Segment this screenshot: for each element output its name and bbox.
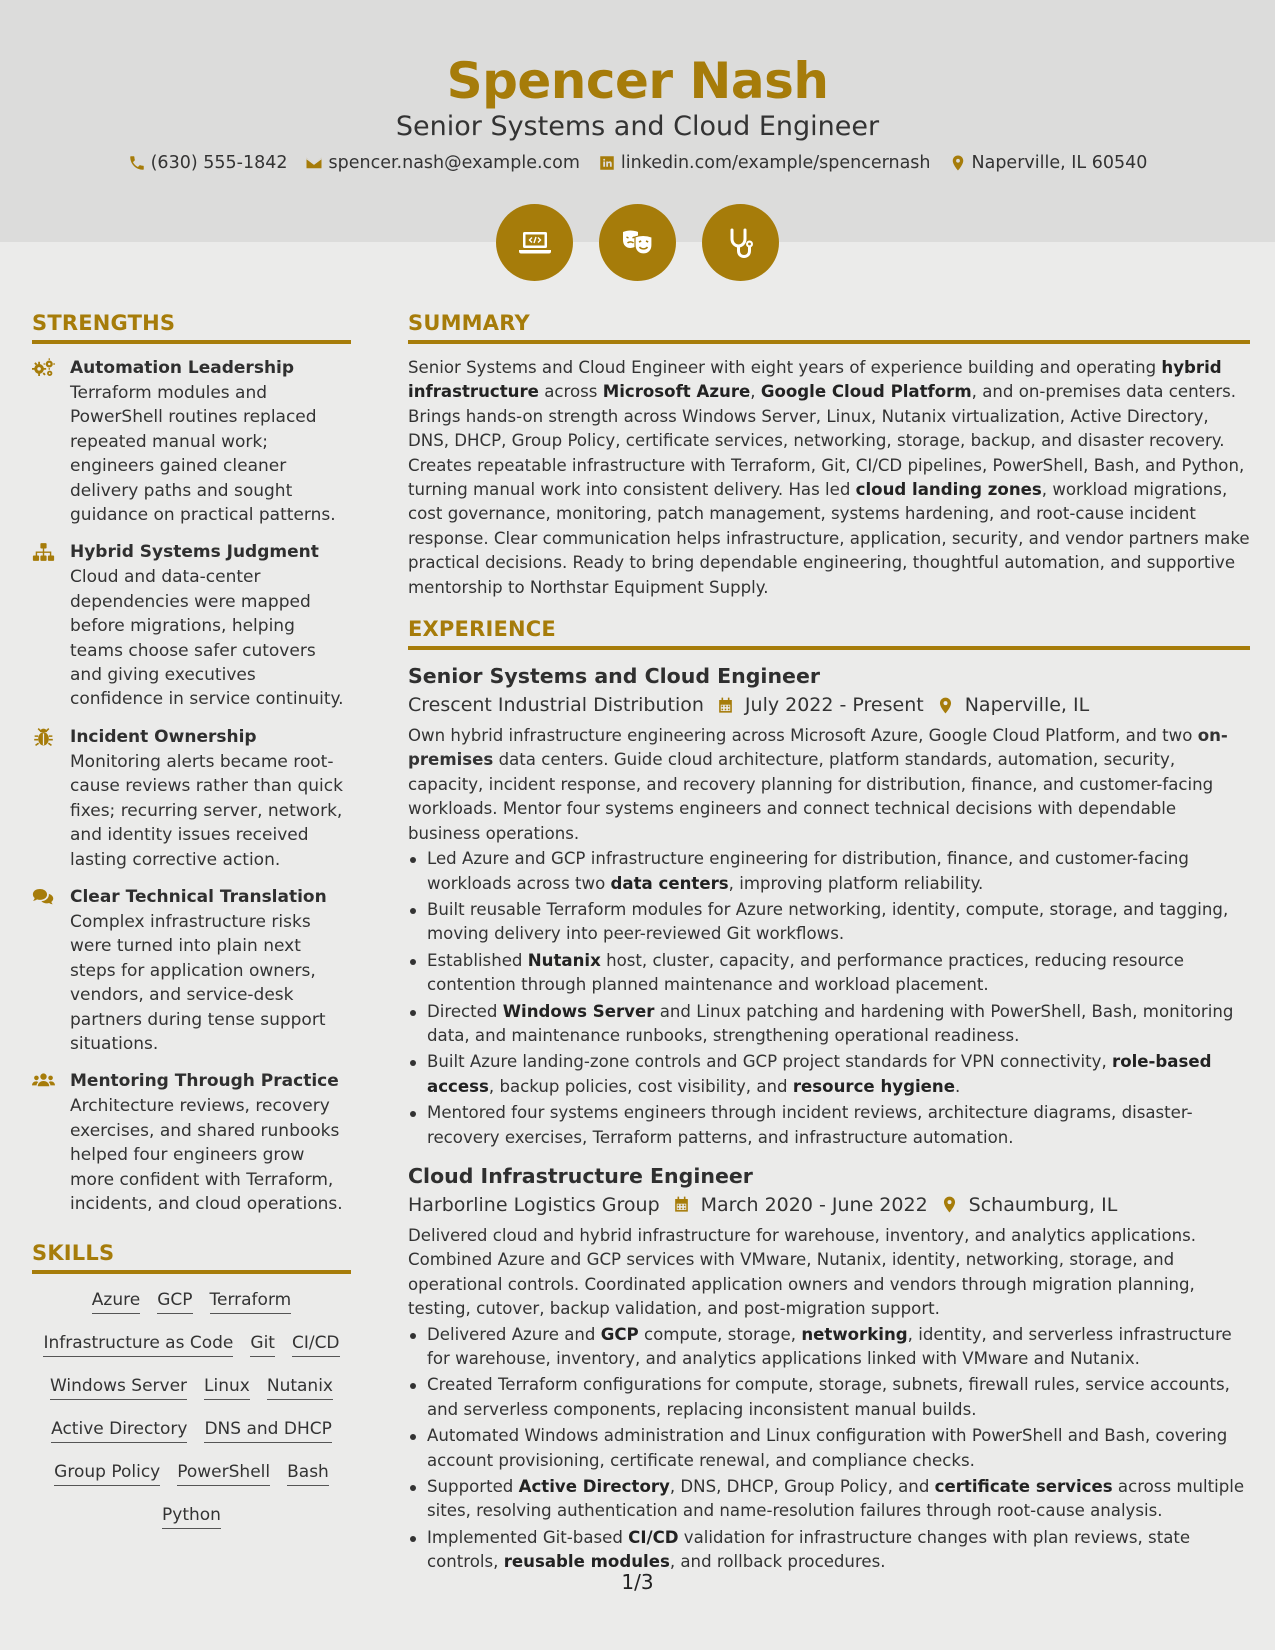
text-run: Delivered Azure and — [427, 1324, 601, 1344]
bold-text: CI/CD — [628, 1527, 679, 1547]
text-run: Built Azure landing-zone controls and GCP project standards for VPN connectivity, — [427, 1052, 1113, 1072]
bold-text: on-premises — [408, 726, 1228, 770]
skill-tag: Windows Server — [50, 1374, 187, 1400]
text-run: Automated Windows administration and Linux configuration with PowerShell and Bash, covering account provisioning, certificate renewal, and compliance checks. — [427, 1426, 1228, 1470]
candidate-title: Senior Systems and Cloud Engineer — [395, 111, 880, 142]
skill-tag: Nutanix — [267, 1374, 333, 1400]
job-bullets — [408, 847, 1250, 1150]
contact-phone-text: (630) 555-1842 — [150, 153, 288, 173]
location-icon — [940, 1195, 959, 1214]
skill-tag: Bash — [287, 1460, 329, 1486]
strength-title: Clear Technical Translation — [70, 886, 327, 907]
text-run: validation for infrastructure changes with plan reviews, state controls, — [427, 1527, 1191, 1572]
linkedin-icon — [598, 154, 616, 172]
text-run: across — [538, 382, 603, 402]
text-run: Delivered cloud and hybrid infrastructure for warehouse, inventory, and analytics applications. Combined Azure and GCP services with VMware, Nutanix, identity, networking, storage, and operational controls. Coordinated application owners and vendors through migration planning, testing, cutover, backup validation, and post-migration support. — [408, 1225, 1197, 1319]
job-bullet — [408, 1323, 1250, 1372]
skill-tag: Linux — [204, 1374, 250, 1400]
contact-email-text: spencer.nash@example.com — [328, 153, 580, 173]
text-run: , — [750, 382, 761, 402]
page-number: 1/3 — [621, 1570, 654, 1594]
skill-tag: GCP — [157, 1288, 192, 1314]
experience-heading: EXPERIENCE — [408, 614, 1250, 650]
skill-tag: CI/CD — [292, 1331, 340, 1357]
right-column — [408, 308, 1250, 1587]
summary-heading: SUMMARY — [408, 308, 1250, 344]
job-meta — [408, 1190, 1250, 1220]
job-bullet — [408, 1373, 1250, 1422]
skill-tag: Active Directory — [51, 1417, 187, 1443]
job-bullet — [408, 1424, 1250, 1473]
bold-text: Microsoft Azure — [602, 382, 751, 402]
job-company: Harborline Logistics Group — [408, 1193, 660, 1216]
job-bullet — [408, 1000, 1250, 1049]
interest-badges — [0, 204, 1275, 281]
badge-laptop — [496, 204, 573, 281]
text-run: Implemented Git-based — [427, 1527, 629, 1547]
text-run: compute, storage, — [638, 1324, 802, 1344]
contact-row — [0, 151, 1275, 175]
skill-tag: Group Policy — [54, 1460, 160, 1486]
skill-tag: PowerShell — [177, 1460, 270, 1486]
strength-item — [32, 1069, 351, 1216]
strengths-heading: STRENGTHS — [32, 308, 351, 344]
text-run: , workload migrations, cost governance, monitoring, patch management, systems hardening, and root-cause incident response. Clear communication helps infrastructure, application, security, and vendor partners make practical decisions. Ready to bring dependable engineering, thoughtful automation, and supportive mentorship to Northstar Equipment Supply. — [408, 480, 1250, 597]
skill-tag: Azure — [92, 1288, 140, 1314]
text-run: and Linux patching and hardening with PowerShell, Bash, monitoring data, and maintenance runbooks, strengthening operational readiness. — [427, 1001, 1234, 1045]
job-bullets — [408, 1323, 1250, 1575]
calendar-icon — [672, 1195, 691, 1214]
location-icon — [936, 696, 955, 715]
strength-desc: Cloud and data-center dependencies were mapped before migrations, helping teams choose safer cutovers and giving executives confidence in service continuity. — [70, 567, 344, 710]
sitemap-icon — [32, 542, 55, 562]
job-entry — [408, 1162, 1250, 1575]
text-run: , backup policies, cost visibility, and — [488, 1076, 793, 1096]
left-column — [32, 308, 351, 1529]
job-dates: March 2020 - June 2022 — [700, 1193, 928, 1216]
text-run: Supported — [427, 1477, 519, 1497]
stethoscope-icon — [721, 223, 761, 263]
skill-tag: DNS and DHCP — [204, 1417, 331, 1443]
text-run: Senior Systems and Cloud Engineer with eight years of experience building and operating — [408, 358, 1162, 377]
contact-phone[interactable] — [128, 151, 288, 175]
strength-item — [32, 725, 351, 872]
contact-linkedin[interactable] — [598, 151, 931, 175]
job-location: Schaumburg, IL — [968, 1193, 1118, 1216]
strength-item — [32, 356, 351, 527]
text-run: . — [954, 1076, 961, 1096]
job-bullet — [408, 1526, 1250, 1575]
bold-text: reusable modules — [503, 1552, 670, 1572]
skill-tag: Infrastructure as Code — [43, 1331, 233, 1357]
bold-text: data centers — [610, 873, 729, 893]
job-bullet — [408, 1101, 1250, 1150]
text-run: , and rollback procedures. — [669, 1552, 886, 1572]
strength-desc: Architecture reviews, recovery exercises, and shared runbooks helped four engineers grow more confident with Terraform, incidents, and cloud operations. — [70, 1096, 343, 1214]
job-meta — [408, 690, 1250, 720]
bold-text: GCP — [600, 1324, 639, 1344]
skill-tag: Git — [250, 1331, 275, 1357]
strength-desc: Monitoring alerts became root-cause reviews rather than quick fixes; recurring server, network, and identity issues received lasting corrective action. — [70, 751, 343, 870]
laptop-code-icon — [515, 223, 555, 263]
text-run: across multiple sites, resolving authentication and name-resolution failures through root-cause analysis. — [427, 1477, 1245, 1521]
bold-text: certificate services — [934, 1477, 1113, 1497]
comments-icon — [32, 887, 55, 907]
job-entry — [408, 662, 1250, 1150]
bold-text: hybrid infrastructure — [408, 358, 1222, 402]
text-run: , identity, and serverless infrastructure for warehouse, inventory, and analytics applications linked with VMware and Nutanix. — [427, 1324, 1232, 1368]
bold-text: networking — [801, 1324, 908, 1344]
strength-title: Automation Leadership — [70, 358, 295, 378]
text-run: host, cluster, capacity, and performance practices, reducing resource contention through planned maintenance and workload placement. — [427, 950, 1184, 995]
text-run: Established — [427, 950, 528, 970]
calendar-icon — [716, 696, 735, 715]
contact-location-text: Naperville, IL 60540 — [971, 153, 1148, 173]
text-run: Led Azure and GCP infrastructure engineering for distribution, finance, and customer-facing workloads across two — [427, 849, 1189, 893]
strength-desc: Complex infrastructure risks were turned into plain next steps for application owners, vendors, and service-desk partners during tense support situations. — [70, 911, 326, 1054]
location-icon — [949, 154, 967, 172]
bug-icon — [32, 727, 55, 747]
contact-linkedin-text: linkedin.com/example/spencernash — [620, 153, 931, 173]
text-run: Built reusable Terraform modules for Azure networking, identity, compute, storage, and tagging, moving delivery into peer-reviewed Git workflows. — [427, 899, 1229, 944]
job-company: Crescent Industrial Distribution — [408, 694, 704, 717]
text-run: , DNS, DHCP, Group Policy, and — [669, 1477, 935, 1497]
email-icon — [305, 154, 323, 172]
skills-list — [32, 1286, 351, 1529]
text-run: , and on-premises data centers. Brings hands-on strength across Windows Server, Linux, Nutanix virtualization, Active Directory, DNS, DHCP, Group Policy, certificate services, networking, storage, backup, and disaster recovery. Creates repeatable infrastructure with Terraform, Git, CI/CD pipelines, PowerShell, Bash, and Python, turning manual work into consistent delivery. Has led — [408, 382, 1245, 500]
job-location: Naperville, IL — [964, 694, 1090, 717]
job-bullet — [408, 898, 1250, 947]
bold-text: Windows Server — [502, 1001, 655, 1021]
theater-masks-icon — [618, 223, 658, 263]
job-description — [408, 724, 1250, 846]
bold-text: Google Cloud Platform — [760, 382, 972, 402]
candidate-name: Spencer Nash — [446, 52, 829, 110]
text-run: Directed — [427, 1001, 503, 1021]
strength-item — [32, 540, 351, 711]
bold-text: Nutanix — [527, 950, 601, 970]
text-run: Own hybrid infrastructure engineering across Microsoft Azure, Google Cloud Platform, and two — [408, 726, 1198, 746]
bold-text: Active Directory — [518, 1477, 670, 1497]
job-description — [408, 1224, 1250, 1322]
strength-title: Mentoring Through Practice — [70, 1071, 339, 1092]
gears-icon — [32, 358, 55, 378]
strength-desc: Terraform modules and PowerShell routines replaced repeated manual work; engineers gained cleaner delivery paths and sought guidance on practical patterns. — [70, 383, 336, 526]
skill-tag: Python — [162, 1503, 221, 1529]
text-run: , improving platform reliability. — [728, 873, 984, 893]
badge-masks — [599, 204, 676, 281]
job-dates: July 2022 - Present — [744, 694, 924, 717]
text-run: Mentored four systems engineers through incident reviews, architecture diagrams, disaster-recovery exercises, Terraform patterns, and infrastructure automation. — [427, 1103, 1193, 1147]
job-title: Senior Systems and Cloud Engineer — [408, 664, 820, 689]
badge-stethoscope — [702, 204, 779, 281]
strength-item — [32, 885, 351, 1056]
skills-heading: SKILLS — [32, 1238, 351, 1274]
summary-text — [408, 356, 1250, 600]
job-bullet — [408, 949, 1250, 998]
job-title: Cloud Infrastructure Engineer — [408, 1163, 753, 1188]
contact-email[interactable] — [305, 151, 579, 175]
job-bullet — [408, 1475, 1250, 1524]
job-bullet — [408, 1050, 1250, 1099]
strength-title: Incident Ownership — [70, 726, 257, 747]
contact-location — [949, 151, 1148, 175]
bold-text: cloud landing zones — [855, 480, 1042, 500]
job-bullet — [408, 847, 1250, 896]
skill-tag: Terraform — [210, 1288, 292, 1314]
phone-icon — [128, 154, 146, 172]
bold-text: resource hygiene — [792, 1076, 955, 1096]
users-icon — [32, 1071, 55, 1091]
bold-text: role-based access — [427, 1052, 1212, 1096]
strength-title: Hybrid Systems Judgment — [70, 542, 319, 563]
text-run: Created Terraform configurations for compute, storage, subnets, firewall rules, service accounts, and serverless components, replacing inconsistent manual builds. — [427, 1375, 1230, 1419]
text-run: data centers. Guide cloud architecture, platform standards, automation, security, capacity, incident response, and recovery planning for distribution, finance, and customer-facing workloads. Mentor four systems engineers and connect technical decisions with dependable business operations. — [408, 750, 1214, 843]
